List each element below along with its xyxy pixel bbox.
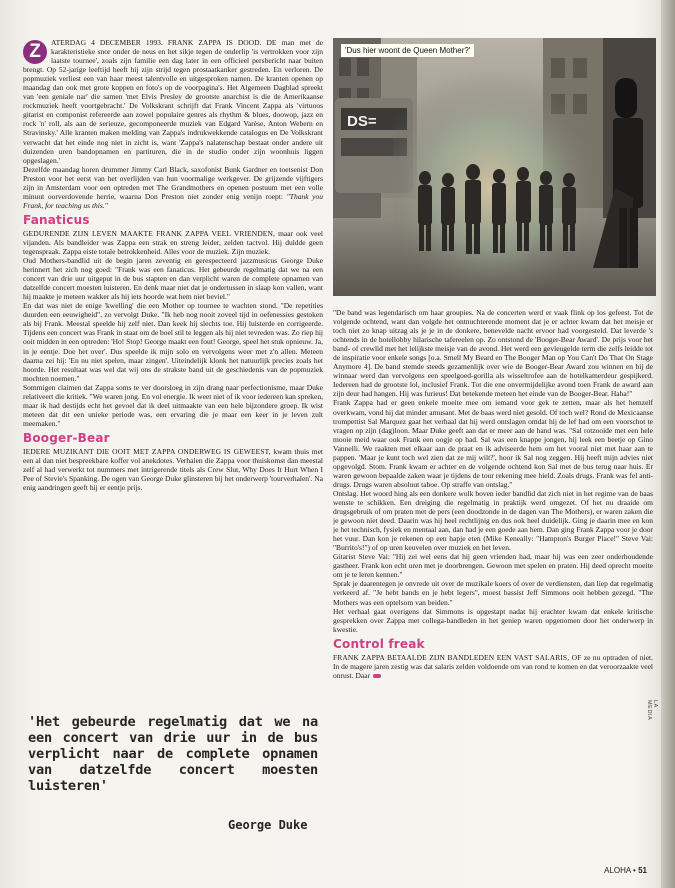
right-column	[333, 308, 653, 853]
paragraph: Sprak je daarentegen je onvrede uit over de muzikale koers of over de verdiensten, dan liep dat regelmatig verkeerd af. "Je hebt bands en je hebt legers", moest bassist Jeff Simmons ooit hebben gezegd. "The Mothers was een optelsom van beiden."	[333, 579, 653, 607]
street-photo-illustration	[333, 38, 656, 296]
preston-quote: "Thank you Frank, for teaching us this."	[23, 191, 323, 210]
photo-caption: 'Dus hier woont de Queen Mother?'	[341, 44, 474, 57]
left-column	[23, 38, 323, 708]
paragraph: "De band was legendarisch om haar groupies. Na de concerten werd er vaak flink op los gefeest. Tot de volgende ochtend, want dan volgde het ontnuchterende moment dat je er achter kwam dat het meisje er toch niet zo knap uitzag als je je in de donkere, benevelde nacht ervoor had voorgesteld. Dat leverde 's ochtends in de hotellobby hilarische tafereelen op. Zo ontstond de 'Booger-Bear Award'. De prijs voor het band- of crewlid met het lelijkste meisje van de avond. Het werd een gevleugelde term die zelfs leidde tot de inspiratie voor enkele songs [o.a. Smell My Beard en The Booger Man op You Can't Do That On Stage Anymore 4]. De band stemde steeds gezamenlijk over wie de Booger-Bear Award zou winnen en bij de winnaar werd dan vervolgens een speelgoed-gorilla als wisseltrofee aan de hotelkamerdeur gespijkerd. Iedereen had de grootste lol, inclusief Frank. Tot die ene onvermijdelijke avond toen Frank de award aan zijn deur had hangen. Hij was furieus! Dat betekende meteen het einde van de Booger-Bear. Haha!"	[333, 308, 653, 399]
paragraph: Gitarist Steve Vai: "Hij zei wel eens dat hij geen vrienden had, maar hij was een zeer onderhoudende gastheer. Frank kon echt uren met je doorbrengen. Gewoon met spelen en praten. Hij deed oprecht moeite om je te leren kennen."	[333, 552, 653, 580]
drop-cap: Z	[23, 40, 47, 64]
paragraph: Oud Mothers-bandlid uit de begin jaren zeventig en gerespecteerd jazzmusicus George Duke herinnert het zich nog goed: "Frank was een fanaticus. Het gebeurde regelmatig dat we na een concert van drie uur uitgeput in de bus stapten en dan verplicht waren de complete opnamen van datzelfde concert moesten luisteren. En denk maar niet dat je ondertussen in slaap kon vallen, want hij maakte je meteen wakker als hij iets hoorde wat hem niet beviel."	[23, 256, 323, 302]
bus-sign: DS=	[347, 113, 377, 130]
paragraph	[23, 447, 323, 492]
paragraph-text: maar ook veel vijanden. Als bandleider was Zappa een strak en streng leider, zelden tactvol. Hij duldde geen tegenspraak. Zappa eiste totale betrokkenheid. Alles voor de muziek. Zijn muziek.	[23, 228, 323, 256]
page-spine	[661, 0, 675, 888]
paragraph-text: Dezelfde maandag horen drummer Jimmy Carl Black, saxofonist Bunk Gardner en toetsenist Don Preston voor het eerst van het overlijden van hun voormalige werkgever. De grijzende vijftigers zijn in Amsterdam voor een optreden met The Grandmothers en openen postuum met een volle minuut oorverdovende herrie, waarna Don Preston niet zonder enig venijn roept:	[23, 164, 323, 201]
intro-text: ATERDAG 4 DECEMBER 1993. FRANK ZAPPA IS DOOD. DE man met de karakteristieke snor onder de neus en het sikje tegen de onderlip 'is vertrokken voor zijn laatste tournee', zoals zijn familie een dag later in een officieel persbericht naar buiten brengt. Op 52-jarige leeftijd heeft hij zijn strijd tegen prostaatkanker gestreden. En verloren. De popmuziek verliest een van haar meest talentvolle en uitgesproken namen. De kranten openen op maandag dan ook met grote koppen en foto's op de voorpagina's. Het Algemeen Dagblad spreekt van 'een geniale nar' die samen 'met Elvis Presley de grootste anarchist is die de Amerikaanse rockmuziek heeft voortgebracht.' De Volkskrant schrijft dat Frank Vincent Zappa als 'virtuoos gitarist en componist refereerde aan zowel populaire genres als rhythm & blues, doowop, jazz en rock 'n' roll, als aan de serieuze, gecomponeerde muziek van Edgard Varèse, Anton Webern en Stravinsky.' Alle kranten maken melding van Zappa's indrukwekkende catalogus en De Volkskrant verwacht dat het einde nog niet in zicht is, want 'Zappa's nalatenschap bestaat onder andere uit duizenden uren bandopnamen en partituren, die in de studio onder zijn woonhuis liggen opgeslagen.'	[23, 38, 323, 165]
paragraph: Frank Zappa had er geen enkele moeite mee om iemand voor gek te zetten, maar als het hemzelf overkwam, vond hij dat minder amusant. Met de baas werd niet gesold. Of toch wel? Rond de Mexicaanse trompettist Sal Marquez gaat het verhaal dat hij werd ontslagen omdat hij de lef had om een voorschot te vragen op zijn (dag)loon. Maar Duke geeft aan dat er meer aan de hand was. "Sal rotzooide met een hele mooie meid waar ook Frank een oogje op had. Sal was een knappe jongen, hij leek een beetje op Gino Vannelli. We raakten met elkaar aan de praat en ik adviseerde hem om het vooral niet met haar aan te pappen. 'Maar je kunt toch wel zien dat ze mij wilt?', hoor ik Sal nog zeggen. Hij heeft mijn advies niet opgevolgd. Stom. Frank kwam er achter en de volgende ochtend kon Sal met de bus terug naar huis. Er waren gewoon bepaalde zaken waar je tijdens de tour rekening mee hield. Zoals drugs. Frank was fel anti-drugs. Drugs waren absoluut taboe. Op straffe van ontslag."	[333, 398, 653, 489]
pull-quote-author: George Duke	[228, 818, 308, 832]
magazine-name: ALOHA	[604, 866, 631, 875]
section-heading-booger-bear: Booger-Bear	[23, 430, 110, 445]
paragraph-text: ze nu optraden of niet. In de magere jaren zestig was dat salaris zelden voldoende om van rond te komen en dat veroorzaakte veel onrust. Daar	[333, 652, 653, 680]
paragraph	[23, 165, 323, 210]
section-heading-fanaticus: Fanaticus	[23, 212, 90, 227]
continue-marker	[373, 674, 381, 678]
page-number: 51	[638, 866, 647, 875]
paragraph: Sommigen claimen dat Zappa soms te ver doorsloeg in zijn drang naar perfectionisme, maar Duke relativeert die kritiek. "We waren jong. En vol energie. Ik weet niet of ik voor iedereen kan spreken, maar ik had destijds echt het gevoel dat ik deel uitmaakte van een hele bijzondere groep. Ik wist meteen dat dit een unieke periode was, een ervaring die je maar een keer in je leven zult meemaken."	[23, 382, 323, 428]
paragraph: Het verhaal gaat overigens dat Simmons is opgestapt nadat hij erachter kwam dat enkele kritische gesprekken over Zappa met collega-bandleden in het geniep waren opgenomen door het onderwerp in kwestie.	[333, 606, 653, 634]
paragraph-text: kwam thuis met een al dan niet bespreekbare koffer vol anekdotes. Verhalen die Zappa voor thuiskomst dan meestal zelf al had verwerkt tot nummers met intrigerende titels als Crew Slut, Why Does It Hurt When I Pee of Stevie's Spanking. De ogen van George Duke glinsteren bij het onderwerp 'tourverhalen'. Na enig aandringen geeft hij er eentje prijs.	[23, 446, 323, 493]
paragraph	[333, 653, 653, 680]
section-lead: FRANK ZAPPA BETAALDE ZIJN BANDLEDEN EEN VAST SALARIS, OF	[333, 652, 582, 662]
paragraph: En dat was niet de enige 'kwelling' die een Mother op tournee te wachten stond. "De repetities duurden een eeuwigheid", zo vervolgt Duke. "Ik heb nog nooit zoveel tijd in oefenessies gestoken als bij Frank. Meestal speelde hij zelf niet. Dan keek hij slechts toe. Hij luisterde en corrigeerde. Tijdens een concert was Frank in staat om de boel stil te leggen als hij niet tevreden was. Zo riep hij ooit midden in een optreden: 'Ho! Stop! George maakt een fout! George, speel het stuk opnieuw. Ja, in je eentje. Doe het over'. Dus speelde ik mijn solo en vervolgens weer met z'n allen. Meteen daarna zei hij: 'En nu niet spelen, maar zingen'. Uiteindelijk klonk het natuurlijk precies zoals het hoorde. Het resultaat was wel dat wij ons de strakste band uit de geschiedenis van de popmuziek mochten noemen."	[23, 301, 323, 383]
photo-credit: LA MEDIA	[646, 700, 658, 721]
intro-paragraph	[23, 38, 323, 165]
paragraph: Ontslag. Het woord hing als een donkere wolk boven ieder bandlid dat zich niet in het regime van de baas wenste te schikken. Een dreiging die regelmatig in praktijk werd omgezet. Of het nu draaide om drugsgebruik of om praten met de pers (een doodzonde in de dagen van The Mothers), er waren zaken die je gewoon niet deed. Daarin was hij heel rechtlijnig en dus ook heel duidelijk. Ging je daarin mee en kon je het technisch, fysiek en mentaal aan, dan had je een goede aan hem. Dan ging Frank Zappa voor je door het vuur. Dan kon je rekenen op een hapje eten (Mike Keneally: "Hampton's Burger Place!" Steve Vai: "Burrito's!") of op uren keuvelen over muziek en het leven.	[333, 488, 653, 553]
folio-bullet: •	[633, 866, 636, 875]
pull-quote: 'Het gebeurde regelmatig dat we na een concert van drie uur in de bus verplicht naar de complete opnamen van datzelfde concert moesten luisteren'	[28, 714, 318, 794]
section-heading-control-freak: Control freak	[333, 636, 425, 651]
section-lead: GEDURENDE ZIJN LEVEN MAAKTE FRANK ZAPPA VEEL VRIENDEN,	[23, 228, 275, 238]
paragraph	[23, 229, 323, 256]
section-lead: IEDERE MUZIKANT DIE OOIT MET ZAPPA ONDERWEG IS GEWEEST,	[23, 446, 271, 456]
band-photo	[333, 38, 656, 296]
page-folio	[604, 866, 647, 875]
